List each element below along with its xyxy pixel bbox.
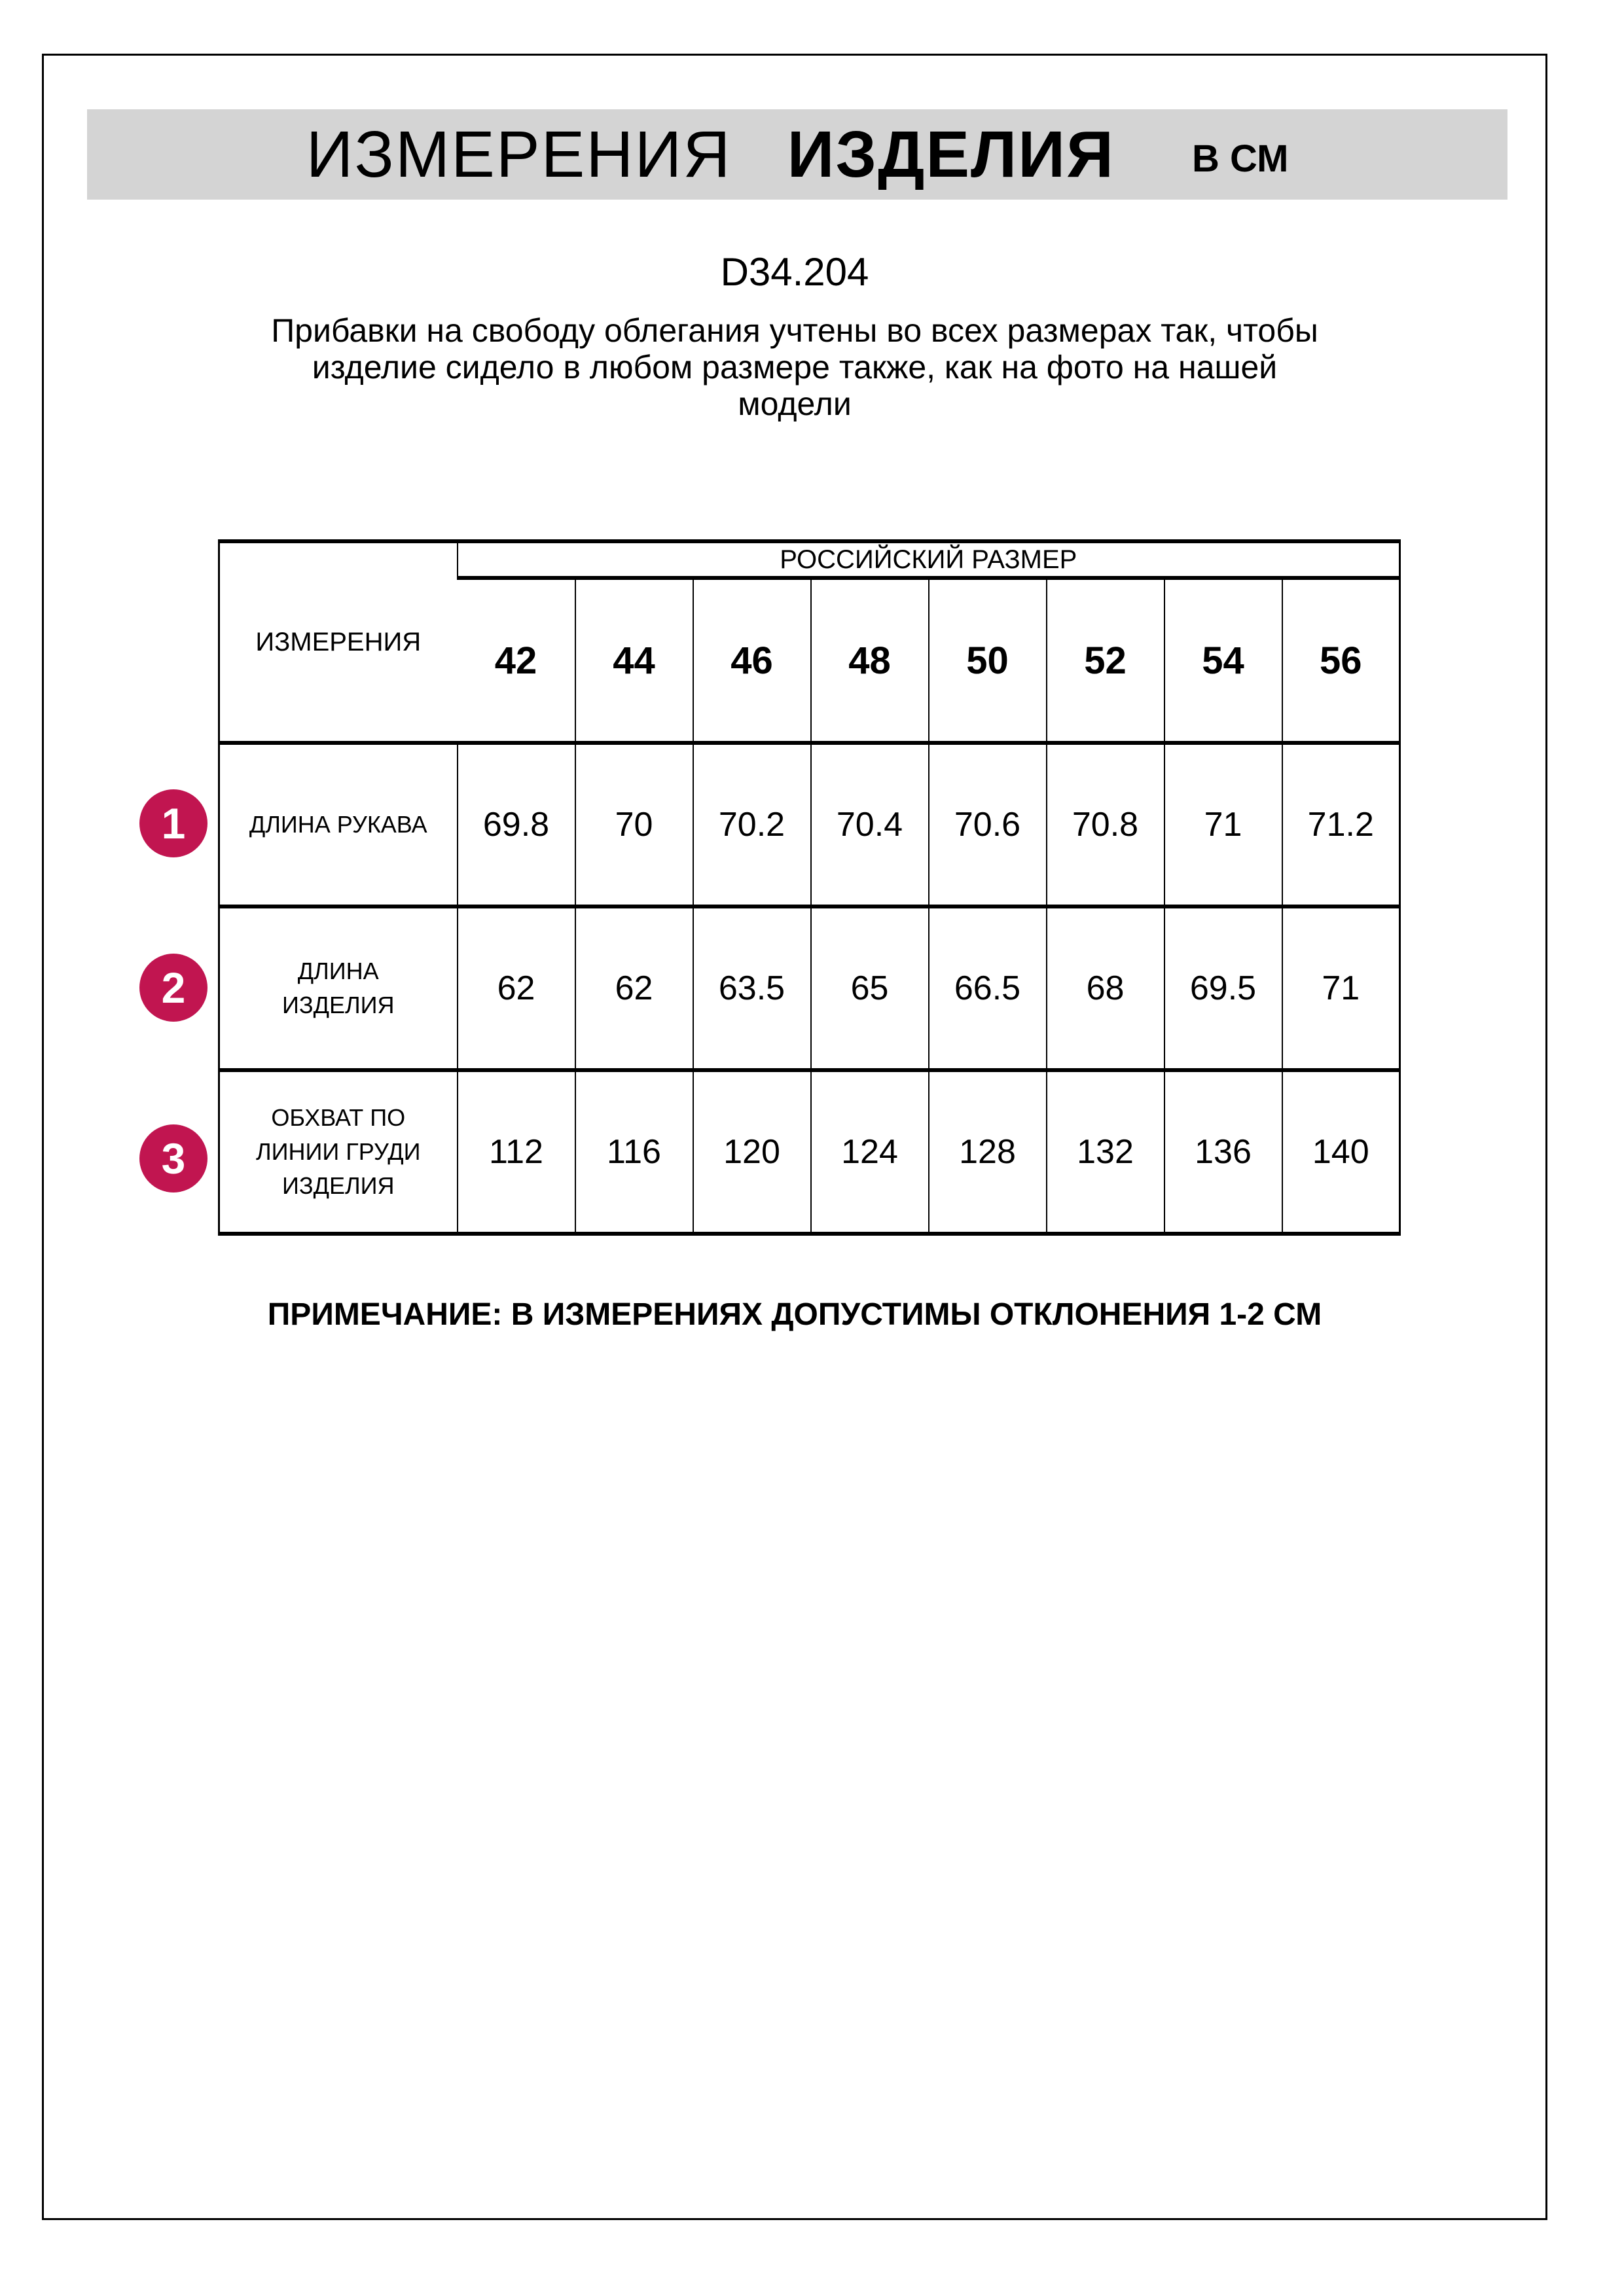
tolerance-note: ПРИМЕЧАНИЕ: В ИЗМЕРЕНИЯХ ДОПУСТИМЫ ОТКЛОНЕНИЯ 1-2 СМ <box>267 1297 1322 1332</box>
table-row-sleeve-length <box>219 743 1400 906</box>
size-header-cell: 50 <box>929 578 1047 743</box>
table-group-header-row <box>219 541 1400 578</box>
value-cell: 68 <box>1047 906 1164 1070</box>
description-line: изделие сидело в любом размере также, как на фото на нашей <box>312 349 1278 386</box>
value-cell: 70.4 <box>811 743 929 906</box>
value-cell: 128 <box>929 1070 1047 1234</box>
group-header-cell: РОССИЙСКИЙ РАЗМЕР <box>458 541 1400 578</box>
value-cell: 71.2 <box>1282 743 1400 906</box>
value-cell: 62 <box>458 906 575 1070</box>
value-cell: 71 <box>1164 743 1282 906</box>
value-cell: 62 <box>575 906 693 1070</box>
value-cell: 120 <box>693 1070 811 1234</box>
row-label: ДЛИНА ИЗДЕЛИЯ <box>219 906 458 1070</box>
row-number-badge-2: 2 <box>139 954 208 1022</box>
size-header-cell: 42 <box>458 578 575 743</box>
row-number-badge-1: 1 <box>139 789 208 857</box>
value-cell: 65 <box>811 906 929 1070</box>
table-row-item-length <box>219 906 1400 1070</box>
row-number-badge-3: 3 <box>139 1124 208 1193</box>
value-cell: 63.5 <box>693 906 811 1070</box>
description-line: Прибавки на свободу облегания учтены во всех размерах так, чтобы <box>271 312 1318 349</box>
description-paragraph <box>44 312 1545 422</box>
page-border-frame <box>42 54 1547 2220</box>
size-header-cell: 48 <box>811 578 929 743</box>
title-main: ИЗМЕРЕНИЯ <box>306 117 732 191</box>
value-cell: 112 <box>458 1070 575 1234</box>
row-label: ОБХВАТ ПО ЛИНИИ ГРУДИ ИЗДЕЛИЯ <box>219 1070 458 1234</box>
size-header-cell: 54 <box>1164 578 1282 743</box>
size-header-cell: 46 <box>693 578 811 743</box>
description-line: модели <box>738 386 852 422</box>
size-header-cell: 56 <box>1282 578 1400 743</box>
value-cell: 132 <box>1047 1070 1164 1234</box>
value-cell: 140 <box>1282 1070 1400 1234</box>
title-secondary: ИЗДЕЛИЯ <box>787 117 1115 191</box>
product-code: D34.204 <box>720 250 869 294</box>
title-units: В СМ <box>1191 137 1289 180</box>
value-cell: 69.8 <box>458 743 575 906</box>
value-cell: 116 <box>575 1070 693 1234</box>
value-cell: 124 <box>811 1070 929 1234</box>
value-cell: 69.5 <box>1164 906 1282 1070</box>
size-header-cell: 44 <box>575 578 693 743</box>
value-cell: 70.8 <box>1047 743 1164 906</box>
value-cell: 71 <box>1282 906 1400 1070</box>
value-cell: 70 <box>575 743 693 906</box>
row-label: ДЛИНА РУКАВА <box>219 743 458 906</box>
value-cell: 70.6 <box>929 743 1047 906</box>
corner-header-cell: ИЗМЕРЕНИЯ <box>219 541 458 743</box>
size-table <box>218 539 1401 1236</box>
value-cell: 66.5 <box>929 906 1047 1070</box>
header-bar <box>87 109 1507 200</box>
size-header-cell: 52 <box>1047 578 1164 743</box>
value-cell: 136 <box>1164 1070 1282 1234</box>
table-row-chest-girth <box>219 1070 1400 1234</box>
value-cell: 70.2 <box>693 743 811 906</box>
